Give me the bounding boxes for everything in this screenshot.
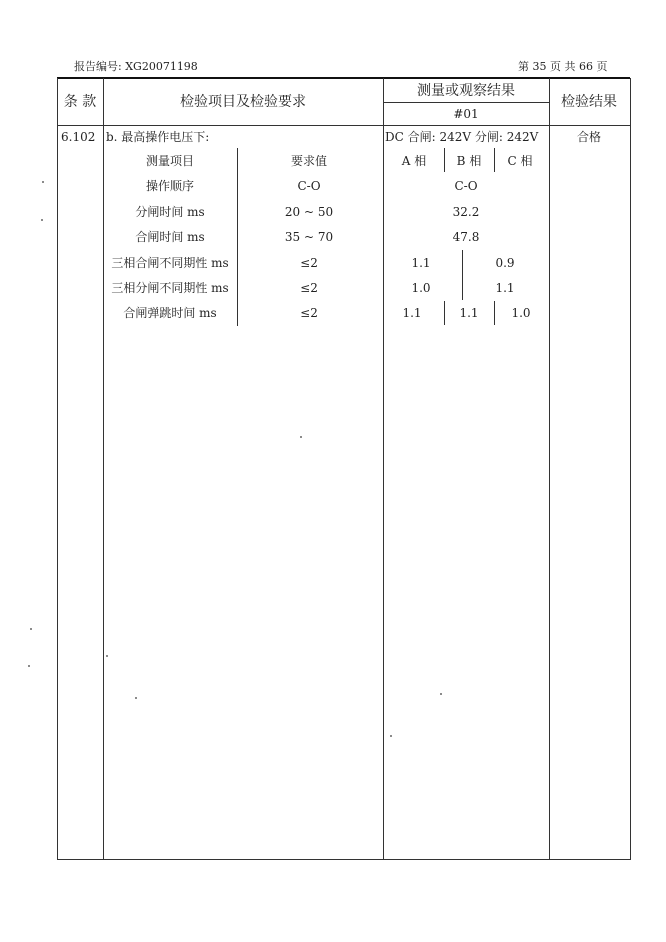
item-requirement: ≤2: [300, 306, 318, 320]
scan-speck: [440, 693, 442, 695]
item-requirement: 20 ~ 50: [284, 205, 334, 219]
scan-speck: [390, 735, 392, 737]
value-c: 1.0: [511, 306, 531, 320]
subheader-phase-a: A 相: [401, 154, 427, 168]
scan-speck: [41, 219, 43, 221]
value-c: 0.9: [495, 256, 515, 270]
subheader-requirement: 要求值: [290, 154, 328, 168]
row-title: b. 最高操作电压下:: [106, 130, 210, 144]
clause-number: 6.102: [61, 130, 96, 144]
value-a: 1.1: [402, 306, 422, 320]
page-info: 第 35 页 共 66 页: [518, 60, 608, 73]
value-c: 1.1: [495, 281, 515, 295]
item-name: 三相合闸不同期性 ms: [111, 256, 229, 270]
subheader-item: 测量项目: [145, 154, 195, 168]
header-clause: 条 款: [63, 94, 97, 110]
item-name: 合闸时间 ms: [135, 230, 205, 244]
scan-speck: [42, 181, 44, 183]
item-requirement: C-O: [297, 179, 321, 193]
header-sample: #01: [453, 107, 479, 121]
item-name: 操作顺序: [145, 179, 195, 193]
item-requirement: ≤2: [300, 256, 318, 270]
item-name: 三相分闸不同期性 ms: [111, 281, 229, 295]
subheader-phase-c: C 相: [507, 154, 533, 168]
test-conditions: DC 合闸: 242V 分闸: 242V: [385, 130, 539, 144]
header-items: 检验项目及检验要求: [180, 94, 306, 110]
scan-speck: [300, 436, 302, 438]
subheader-phase-b: B 相: [456, 154, 482, 168]
item-name: 分闸时间 ms: [135, 205, 205, 219]
result-value: 合格: [576, 130, 602, 144]
scan-speck: [106, 655, 108, 657]
value-b: 1.1: [459, 306, 479, 320]
item-name: 合闸弹跳时间 ms: [123, 306, 217, 320]
report-number: 报告编号: XG20071198: [74, 60, 198, 73]
scan-speck: [30, 628, 32, 630]
item-requirement: ≤2: [300, 281, 318, 295]
value-b: C-O: [454, 179, 478, 193]
scan-speck: [135, 697, 137, 699]
header-measure: 测量或观察结果: [417, 83, 515, 99]
header-result: 检验结果: [561, 94, 617, 110]
value-b: 32.2: [452, 205, 480, 219]
scan-speck: [28, 665, 30, 667]
value-a: 1.0: [411, 281, 431, 295]
value-b: 47.8: [452, 230, 480, 244]
value-a: 1.1: [411, 256, 431, 270]
item-requirement: 35 ~ 70: [284, 230, 334, 244]
